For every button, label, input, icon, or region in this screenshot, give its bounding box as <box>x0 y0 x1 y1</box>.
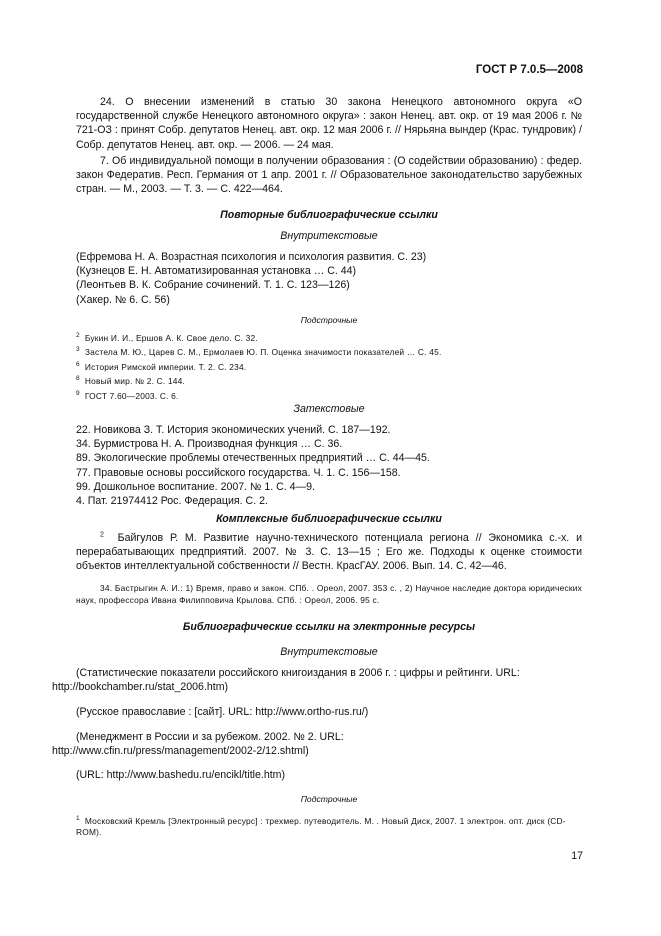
list-item: (Кузнецов Е. Н. Автоматизированная установка … С. 44) <box>76 265 357 278</box>
footnote-text: Застела М. Ю., Царев С. М., Ермолаев Ю. П. Оценка значимости показателей … С. 45. <box>84 347 442 358</box>
repeated-footnote-heading-block <box>76 315 582 325</box>
complex-endtext-text: 34. Бастрыгин А. И.: 1) Время, право и закон. СПб. . Ореол, 2007. 353 с. , 2) Научное наследие доктора юридических наук, профессора Ивана Филипповича Крылова. СПб. : Ореол, 2006. 95 с. <box>76 583 582 605</box>
complex-endtext <box>76 583 582 606</box>
electronic-footnote <box>76 813 582 839</box>
electronic-heading: Библиографические ссылки на электронные ресурсы <box>182 621 476 633</box>
complex-footnote <box>76 531 582 574</box>
page-number: 17 <box>571 850 583 862</box>
complex-heading: Комплексные библиографические ссылки <box>216 513 442 525</box>
list-item: 99. Дошкольное воспитание. 2007. № 1. С. 4—9. <box>76 480 315 493</box>
footnote-item <box>76 344 582 358</box>
electronic-item-text: (Статистические показатели российского книгоиздания в 2006 г. : цифры и рейтинги. URL: <box>76 667 520 679</box>
footnote-text: История Римской империи. Т. 2. С. 234. <box>84 361 247 372</box>
footnote-text: Байгулов Р. М. Развитие научно-технического потенциала региона // Экономика с.-х. и перерабатывающих предприятий. 2007. № 3. С. 13—15 ; Его же. Подходы к оценке стоимости объектов интеллектуальной собственности // Вестн. КрасГАУ. 2006. Вып. 14. С. 42—46. <box>76 532 583 573</box>
repeated-endtext-list <box>76 423 582 508</box>
electronic-item-line2: http://bookchamber.ru/stat_2006.htm) <box>52 681 229 693</box>
footnote-number: 8 <box>76 375 80 383</box>
paragraph-7-text: 7. Об индивидуальной помощи в получении образования : (О содействии образованию) : федер. закон Федератив. Респ. Германия от 1 апр. 2001 г. // Образовательное законодательство зарубежных стран. — М., 2003. — Т. 3. — С. 422—464. <box>76 155 582 196</box>
paragraph-24 <box>76 95 582 152</box>
repeated-intext-heading-block <box>76 230 582 242</box>
list-item: (Леонтьев В. К. Собрание сочинений. Т. 1. С. 123—126) <box>76 279 350 292</box>
list-item: (Ефремова Н. А. Возрастная психология и психология развития. С. 23) <box>76 251 427 263</box>
repeated-intext-heading: Внутритекстовые <box>280 230 378 242</box>
paragraph-7 <box>76 154 582 197</box>
list-item: (Хакер. № 6. С. 56) <box>76 293 170 306</box>
list-item: 89. Экологические проблемы отечественных предприятий … С. 44—45. <box>76 452 430 465</box>
footnote-number: 1 <box>76 815 80 822</box>
electronic-item-cont <box>52 680 582 694</box>
footnote-item <box>76 388 582 402</box>
repeated-footnote-heading: Подстрочные <box>300 315 358 325</box>
footnote-number: 2 <box>100 531 104 539</box>
electronic-intext-heading: Внутритекстовые <box>280 646 378 658</box>
electronic-item <box>76 666 582 680</box>
electronic-item-line1: (URL: http://www.bashedu.ru/encikl/title.htm) <box>76 769 286 781</box>
electronic-footnote-heading: Подстрочные <box>300 794 358 804</box>
electronic-intext-heading-block <box>76 646 582 658</box>
electronic-item-line1: (Русское православие : [сайт]. URL: http://www.ortho-rus.ru/) <box>76 706 369 718</box>
footnote-text: ГОСТ 7.60—2003. С. 6. <box>84 390 179 401</box>
list-item: 22. Новикова З. Т. История экономических учений. С. 187—192. <box>76 424 391 436</box>
repeated-endtext-heading: Затекстовые <box>293 403 365 415</box>
footnote-item <box>76 330 582 344</box>
footnote-text: Новый мир. № 2. С. 144. <box>84 375 186 386</box>
electronic-item-line1: (Менеджмент в России и за рубежом. 2002. № 2. URL: <box>76 731 344 743</box>
repeated-footnote-list <box>76 330 582 402</box>
electronic-item-cont <box>52 744 582 758</box>
paragraph-24-text: 24. О внесении изменений в статью 30 закона Ненецкого автономного округа «О государственной службе Ненецкого автономного округа» : закон Ненец. авт. окр. от 19 мая 2006 г. № 721-ОЗ : принят Собр. депутатов Ненец. авт. окр. 12 мая 2006 г. // Нярьяна вындер (Крас. тундровик) / Собр. депутатов Ненец. авт. окр. — 2006. — 24 мая. <box>76 96 582 151</box>
electronic-item <box>76 768 582 782</box>
complex-footnote-text <box>76 531 582 574</box>
electronic-footnote-text <box>76 813 582 839</box>
electronic-item-line2: http://www.cfin.ru/press/management/2002-2/12.shtml) <box>52 745 309 757</box>
footnote-text: Букин И. И., Ершов А. К. Свое дело. С. 32. <box>84 332 258 343</box>
footnote-number: 2 <box>76 332 80 339</box>
list-item: 77. Правовые основы российского государства. Ч. 1. С. 156—158. <box>76 466 401 479</box>
electronic-item <box>76 705 582 719</box>
repeated-heading: Повторные библиографические ссылки <box>220 209 438 221</box>
list-item: 4. Пат. 21974412 Рос. Федерация. С. 2. <box>76 495 268 508</box>
list-item: 34. Бурмистрова Н. А. Производная функция … С. 36. <box>76 438 343 451</box>
standard-header: ГОСТ Р 7.0.5—2008 <box>475 64 583 76</box>
repeated-intext-list <box>76 250 582 307</box>
electronic-footnote-heading-block <box>76 794 582 804</box>
footnote-text: Московский Кремль [Электронный ресурс] : трехмер. путеводитель. М. . Новый Диск, 2007. 1 электрон. опт. диск (CD-ROM). <box>76 815 566 838</box>
footnote-item <box>76 373 582 387</box>
footnote-number: 9 <box>76 389 80 397</box>
electronic-item <box>76 730 582 744</box>
footnote-number: 3 <box>76 346 80 354</box>
repeated-heading-block <box>76 209 582 221</box>
repeated-endtext-heading-block <box>76 403 582 415</box>
complex-heading-block <box>76 513 582 525</box>
footnote-number: 6 <box>76 360 80 368</box>
footnote-item <box>76 359 582 373</box>
electronic-heading-block <box>76 621 582 633</box>
electronic-item-line1 <box>76 666 582 680</box>
